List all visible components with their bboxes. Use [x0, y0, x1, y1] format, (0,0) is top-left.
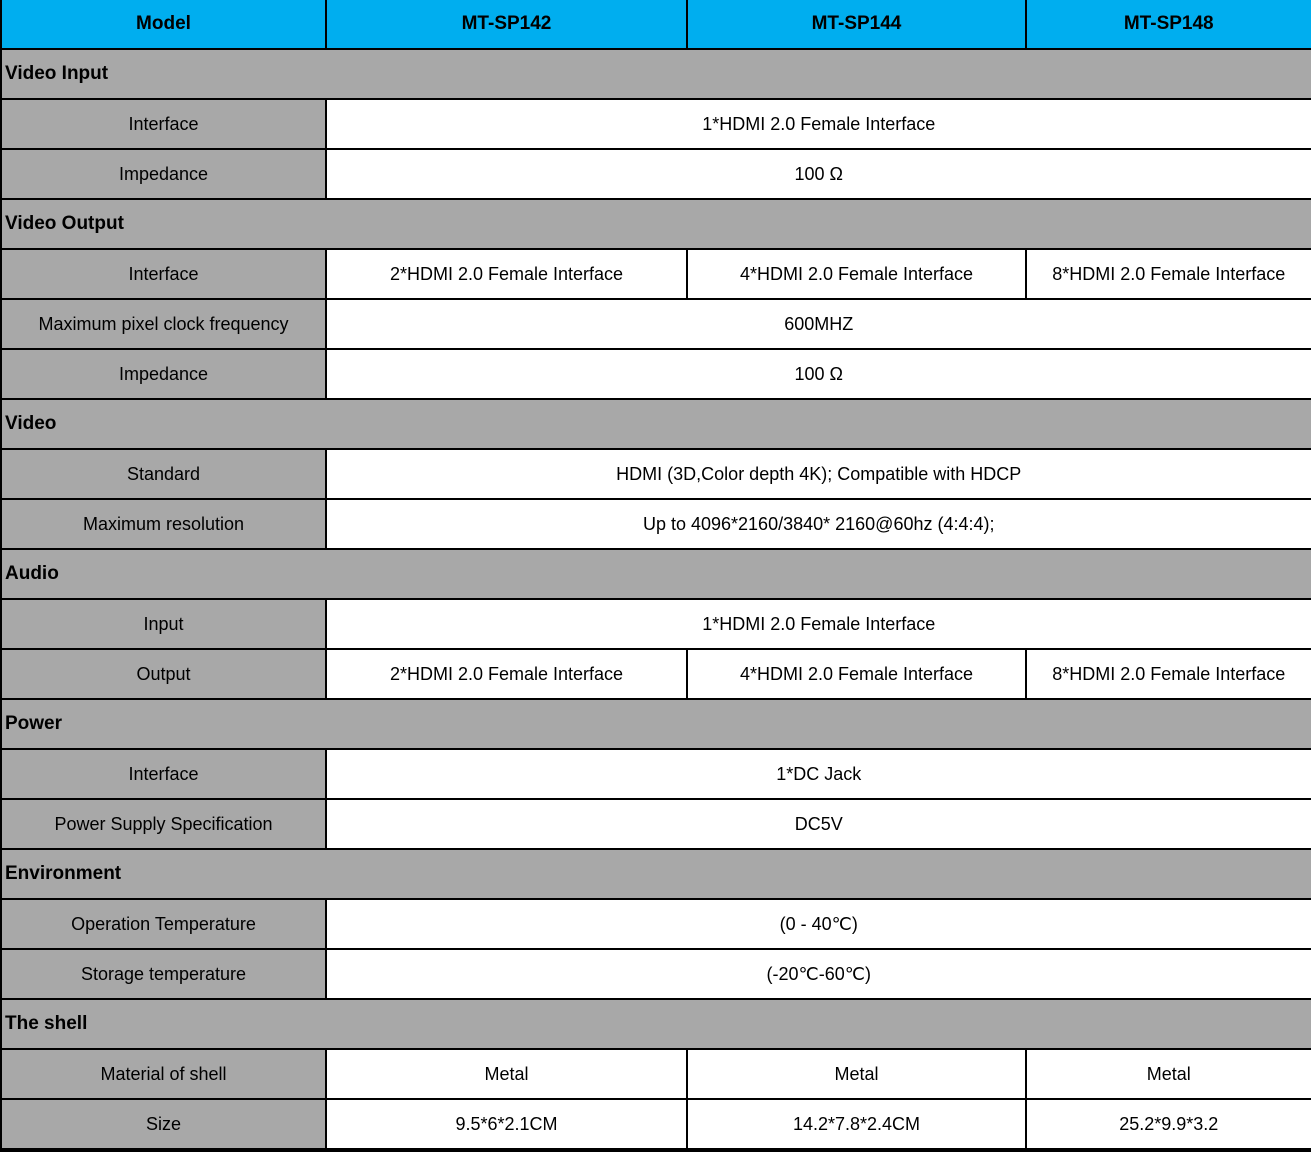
row-value-sp144: 4*HDMI 2.0 Female Interface: [687, 649, 1026, 699]
section-title-the-shell: The shell: [1, 999, 1311, 1049]
row-value-sp148: 8*HDMI 2.0 Female Interface: [1026, 649, 1311, 699]
section-row-video-output: [1, 199, 1311, 249]
row-value-sp142: Metal: [326, 1049, 687, 1099]
header-col-mt-sp142: MT-SP142: [326, 0, 687, 49]
section-title-audio: Audio: [1, 549, 1311, 599]
header-row: [1, 0, 1311, 49]
row-value-merged: 100 Ω: [326, 349, 1311, 399]
row-value-merged: Up to 4096*2160/3840* 2160@60hz (4:4:4);: [326, 499, 1311, 549]
spec-row-video-input-impedance: [1, 149, 1311, 199]
row-value-sp144: 4*HDMI 2.0 Female Interface: [687, 249, 1026, 299]
row-label: Power Supply Specification: [1, 799, 326, 849]
row-label: Input: [1, 599, 326, 649]
row-value-sp142: 2*HDMI 2.0 Female Interface: [326, 249, 687, 299]
row-label: Interface: [1, 749, 326, 799]
spec-row-material-of-shell: [1, 1049, 1311, 1099]
row-label: Maximum pixel clock frequency: [1, 299, 326, 349]
section-row-audio: [1, 549, 1311, 599]
row-label: Interface: [1, 99, 326, 149]
row-value-merged: DC5V: [326, 799, 1311, 849]
spec-row-size: [1, 1099, 1311, 1150]
row-value-sp142: 2*HDMI 2.0 Female Interface: [326, 649, 687, 699]
row-value-merged: (0 - 40℃): [326, 899, 1311, 949]
row-label: Interface: [1, 249, 326, 299]
section-row-environment: [1, 849, 1311, 899]
spec-row-standard: [1, 449, 1311, 499]
row-label: Operation Temperature: [1, 899, 326, 949]
header-model: Model: [1, 0, 326, 49]
row-label: Material of shell: [1, 1049, 326, 1099]
row-value-merged: (-20℃-60℃): [326, 949, 1311, 999]
section-title-video: Video: [1, 399, 1311, 449]
spec-row-operation-temperature: [1, 899, 1311, 949]
row-value-merged: 1*HDMI 2.0 Female Interface: [326, 599, 1311, 649]
section-row-video: [1, 399, 1311, 449]
spec-row-audio-output: [1, 649, 1311, 699]
header-col-mt-sp144: MT-SP144: [687, 0, 1026, 49]
row-value-merged: 1*HDMI 2.0 Female Interface: [326, 99, 1311, 149]
spec-row-power-supply-spec: [1, 799, 1311, 849]
spec-row-storage-temperature: [1, 949, 1311, 999]
row-value-sp148: 25.2*9.9*3.2: [1026, 1099, 1311, 1150]
row-value-sp144: Metal: [687, 1049, 1026, 1099]
spec-row-audio-input: [1, 599, 1311, 649]
spec-row-video-output-interface: [1, 249, 1311, 299]
spec-row-power-interface: [1, 749, 1311, 799]
spec-row-max-resolution: [1, 499, 1311, 549]
header-col-mt-sp148: MT-SP148: [1026, 0, 1311, 49]
section-row-video-input: [1, 49, 1311, 99]
spec-row-max-pixel-clock: [1, 299, 1311, 349]
row-value-merged: 600MHZ: [326, 299, 1311, 349]
row-label: Impedance: [1, 349, 326, 399]
spec-row-video-input-interface: [1, 99, 1311, 149]
section-title-power: Power: [1, 699, 1311, 749]
row-label: Size: [1, 1099, 326, 1150]
row-value-sp148: 8*HDMI 2.0 Female Interface: [1026, 249, 1311, 299]
row-value-merged: 1*DC Jack: [326, 749, 1311, 799]
row-value-sp148: Metal: [1026, 1049, 1311, 1099]
row-label: Output: [1, 649, 326, 699]
row-value-sp142: 9.5*6*2.1CM: [326, 1099, 687, 1150]
row-value-sp144: 14.2*7.8*2.4CM: [687, 1099, 1026, 1150]
section-title-video-output: Video Output: [1, 199, 1311, 249]
row-value-merged: HDMI (3D,Color depth 4K); Compatible with HDCP: [326, 449, 1311, 499]
section-title-environment: Environment: [1, 849, 1311, 899]
row-label: Standard: [1, 449, 326, 499]
section-row-power: [1, 699, 1311, 749]
section-row-the-shell: [1, 999, 1311, 1049]
row-label: Storage temperature: [1, 949, 326, 999]
row-label: Impedance: [1, 149, 326, 199]
spec-row-video-output-impedance: [1, 349, 1311, 399]
row-value-merged: 100 Ω: [326, 149, 1311, 199]
section-title-video-input: Video Input: [1, 49, 1311, 99]
row-label: Maximum resolution: [1, 499, 326, 549]
